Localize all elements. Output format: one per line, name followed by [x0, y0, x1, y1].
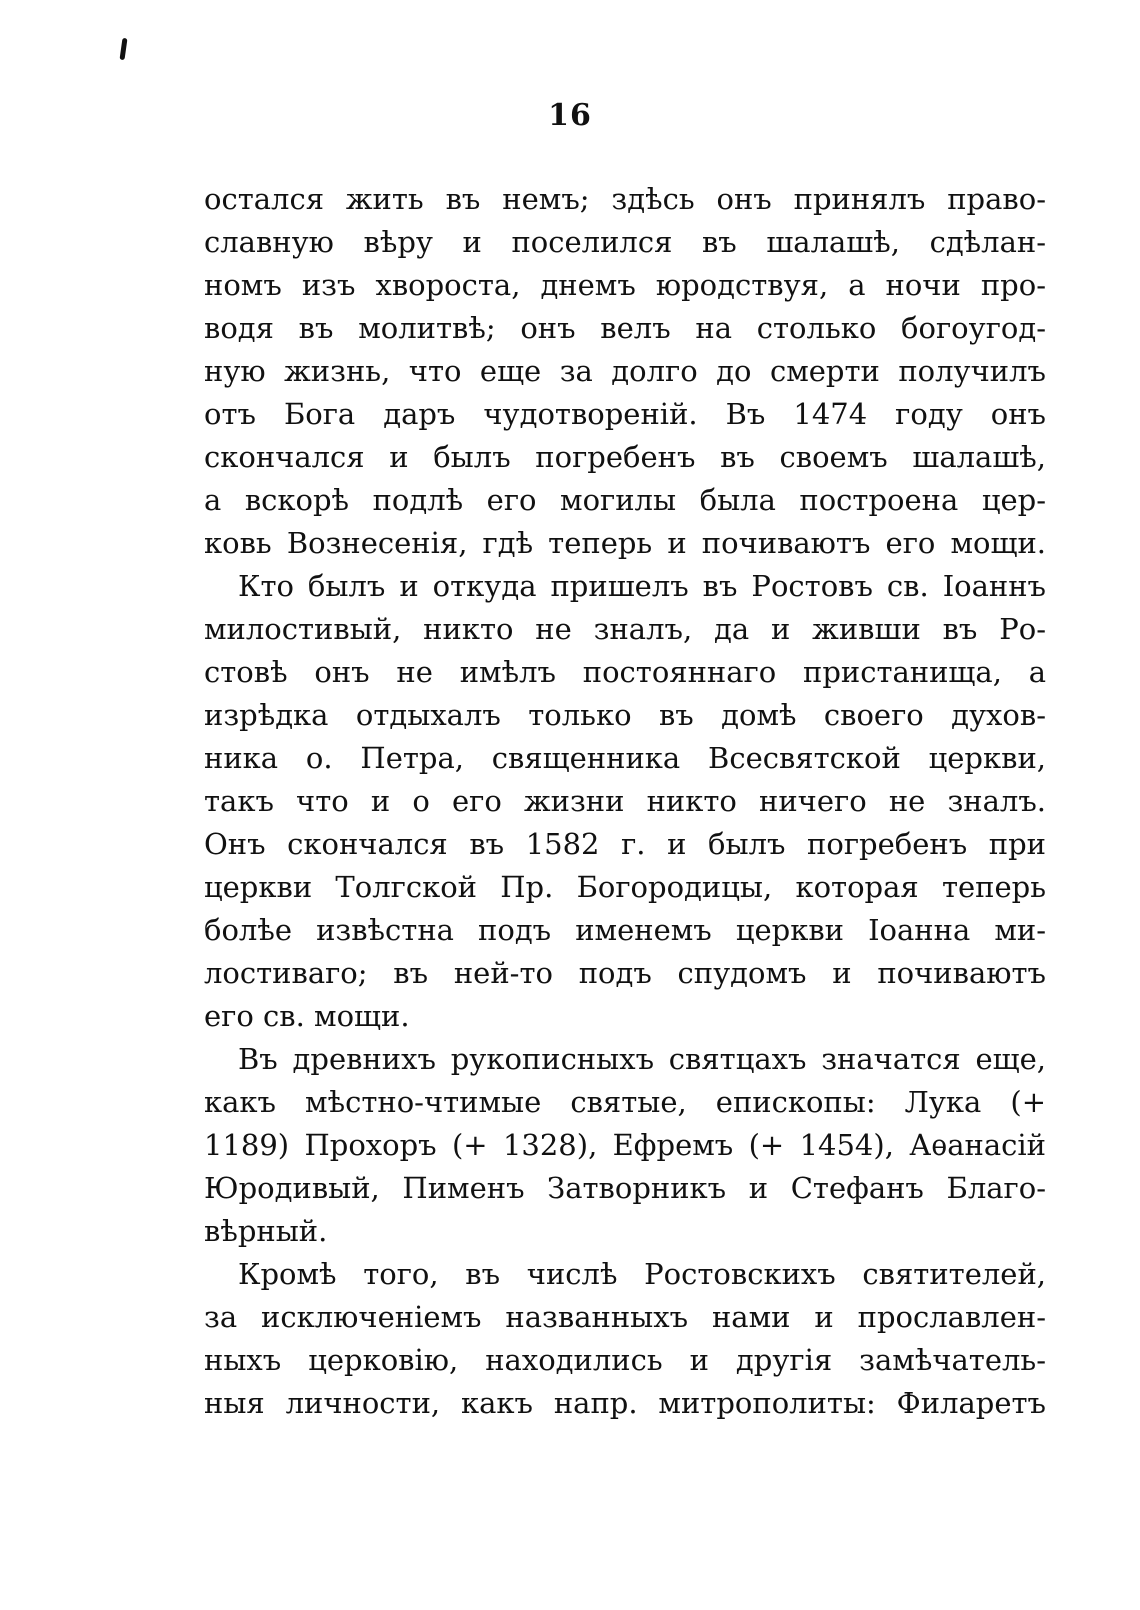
text-line: а вскорѣ подлѣ его могилы была построена цер-	[204, 483, 1046, 517]
text-line: ныя личности, какъ напр. митрополиты: Филаретъ	[204, 1386, 1046, 1420]
text-line: номъ изъ хвороста, днемъ юродствуя, а ночи про-	[204, 268, 1046, 302]
text-line: стовѣ онъ не имѣлъ постояннаго пристанища, а	[204, 655, 1046, 689]
text-line: его св. мощи.	[204, 999, 410, 1033]
text-line: такъ что и о его жизни никто ничего не зналъ.	[204, 784, 1046, 818]
text-line: болѣе извѣстна подъ именемъ церкви Іоанна ми-	[204, 913, 1046, 947]
text-line: ника о. Петра, священника Всесвятской церкви,	[204, 741, 1046, 775]
text-line: вѣрный.	[204, 1214, 328, 1248]
text-line: ковь Вознесенія, гдѣ теперь и почиваютъ его мощи.	[204, 526, 1046, 560]
text-line: Въ древнихъ рукописныхъ святцахъ значатся еще,	[238, 1042, 1046, 1076]
text-line: Кто былъ и откуда пришелъ въ Ростовъ св. Іоаннъ	[238, 569, 1046, 603]
text-line: Кромѣ того, въ числѣ Ростовскихъ святителей,	[238, 1257, 1046, 1291]
text-line: ную жизнь, что еще за долго до смерти получилъ	[204, 354, 1046, 388]
text-line: какъ мѣстно-чтимые святые, епископы: Лука (+	[204, 1085, 1046, 1119]
text-line: за исключеніемъ названныхъ нами и прославлен-	[204, 1300, 1046, 1334]
text-line: скончался и былъ погребенъ въ своемъ шалашѣ,	[204, 440, 1046, 474]
text-line: Юродивый, Пименъ Затворникъ и Стефанъ Благо-	[204, 1171, 1046, 1205]
ink-speck	[119, 38, 127, 60]
text-line: остался жить въ немъ; здѣсь онъ принялъ право-	[204, 182, 1046, 216]
paragraph-1	[204, 178, 1046, 565]
text-line: изрѣдка отдыхалъ только въ домѣ своего духов-	[204, 698, 1046, 732]
text-line: милостивый, никто не зналъ, да и живши въ Ро-	[204, 612, 1046, 646]
paragraph-3	[204, 1038, 1046, 1253]
text-line: церкви Толгской Пр. Богородицы, которая теперь	[204, 870, 1046, 904]
page-number: 16	[548, 98, 592, 133]
text-line: славную вѣру и поселился въ шалашѣ, сдѣлан-	[204, 225, 1046, 259]
text-line: ныхъ церковію, находились и другія замѣчатель-	[204, 1343, 1046, 1377]
text-line: Онъ скончался въ 1582 г. и былъ погребенъ при	[204, 827, 1046, 861]
body-text	[204, 178, 1046, 1425]
text-line: отъ Бога даръ чудотвореній. Въ 1474 году онъ	[204, 397, 1046, 431]
text-line: лостиваго; въ ней-то подъ спудомъ и почиваютъ	[204, 956, 1046, 990]
paragraph-2	[204, 565, 1046, 1038]
text-line: водя въ молитвѣ; онъ велъ на столько богоугод-	[204, 311, 1046, 345]
text-line: 1189) Прохоръ (+ 1328), Ефремъ (+ 1454), Аѳанасій	[204, 1128, 1046, 1162]
paragraph-4	[204, 1253, 1046, 1425]
